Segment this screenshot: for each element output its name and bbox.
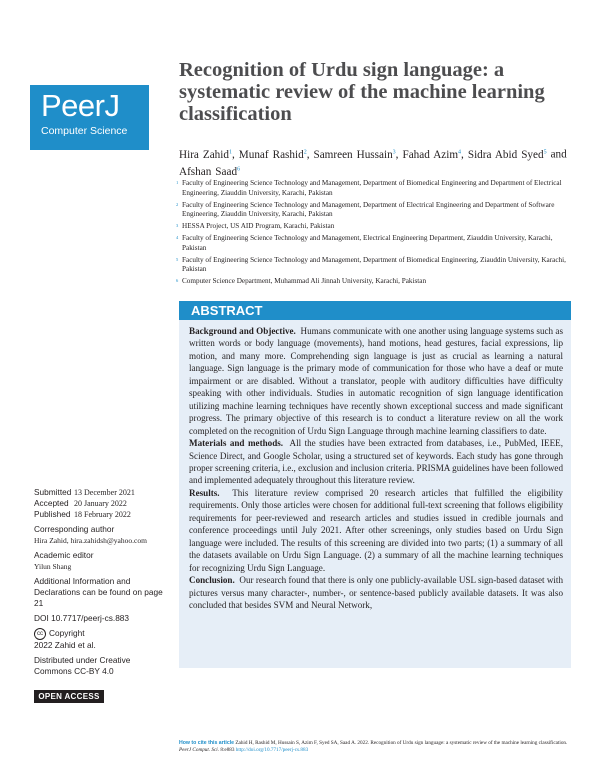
academic-editor: Academic editor Yilun Shang (34, 550, 94, 571)
author[interactable]: Fahad Azim$^4$ (402, 148, 462, 161)
affiliation-item: 1 Faculty of Engineering Science Technology and Management, Department of Biomedical Engineering and Department of Electrical Engineering, Ziauddin University, Karachi, Pakistan (176, 179, 562, 197)
doi-link[interactable]: 10.7717/peerj-cs.883 (51, 613, 130, 623)
published-row: Published 18 February 2022 (34, 509, 131, 519)
article-info-sidebar (34, 487, 169, 677)
copyright-icon: cc (34, 628, 46, 640)
author[interactable]: Munaf Rashid$^2$ (238, 148, 307, 161)
affiliation-list (176, 179, 572, 289)
copyright-block: cc Copyright 2022 Zahid et al. (34, 628, 96, 650)
author[interactable]: Hira Zahid$^1$ (179, 148, 232, 161)
affiliation-item: 4 Faculty of Engineering Science Technology and Management, Electrical Engineering Department, Ziauddin University, Karachi, Pakistan (176, 234, 553, 252)
author[interactable]: Samreen Hussain$^3$ (313, 148, 396, 161)
abstract-body (179, 320, 571, 668)
doi-row: DOI 10.7717/peerj-cs.883 (34, 613, 130, 623)
journal-brand: PeerJ (41, 88, 120, 123)
affiliation-item: 6 Computer Science Department, Muhammad Ali Jinnah University, Karachi, Pakistan (176, 277, 427, 286)
affiliation-item: 5 Faculty of Engineering Science Technology and Management, Department of Biomedical Engineering, Ziauddin University, Karachi, Pakistan (176, 255, 566, 274)
journal-logo (30, 85, 149, 150)
affiliation-item: 3 HESSA Project, US AID Program, Karachi, Pakistan (176, 222, 335, 231)
citation-doi-link[interactable]: http://doi.org/10.7717/peerj-cs.883 (235, 747, 309, 753)
open-access-badge: OPEN ACCESS (34, 690, 104, 703)
submitted-row: Submitted 13 December 2021 (34, 487, 135, 497)
affiliation-item: 2 Faculty of Engineering Science Technology and Management, Department of Electrical Engineering and Department of Software Engineering, Ziauddin University, Karachi, Pakistan (176, 200, 555, 219)
accepted-row: Accepted 20 January 2022 (34, 498, 127, 508)
citation-footer: How to cite this article Zahid H, Rashid M, Hussain S, Azim F, Syed SA, Saad A. 2022. Recognition of Urdu sign language: a systematic review of the machine learning classification. PeerJ Comput. Sci. 8:e883 http://doi.org/10.7717/peerj-cs.883 (179, 740, 568, 753)
author[interactable]: Sidra Abid Syed$^5$ (467, 148, 547, 161)
author[interactable]: Afshan Saad$^6$ (179, 166, 241, 179)
author-list: Hira Zahid$^1$, Munaf Rashid$^2$, Samreen Hussain$^3$, Fahad Azim$^4$, Sidra Abid Syed$^5$ and Afshan Saad$^6$ (179, 148, 567, 179)
article-title: Recognition of Urdu sign language: a systematic review of the machine learning classification (179, 59, 545, 125)
abstract-heading: ABSTRACT (179, 301, 571, 320)
additional-info-link[interactable]: Additional Information and Declarations can be found on page 21 (34, 576, 163, 608)
abstract-section: Materials and methods. All the studies have been extracted from databases, i.e., PubMed, IEEE, Science Direct, and Google Scholar, using a structured set of keywords. Each study has gone through proper screening criteria, i.e., exclusion and inclusion criteria. PRISMA guidelines have been followed and implemented adequately throughout this literature review. (189, 438, 563, 486)
abstract-section: Conclusion. Our research found that there is only one publicly-available USL sign-based dataset with pictures versus many character-, number-, or sentence-based publicly available datasets. It was also concluded that besides SVM and Neural Network, (189, 575, 564, 610)
abstract-section: Background and Objective. Humans communicate with one another using language systems such as written words or body language (movements), hand motions, head gestures, facial expressions, lip motion, and many more. Comprehending sign language is just as crucial as learning a natural language. Sign language is the primary mode of communication for those who have a deaf or mute impairment or are disabled. Without a translator, people with auditory difficulties have difficulty speaking with other individuals. Studies in automatic recognition of sign language identification utilizing machine learning techniques have recently shown exceptional success and made significant progress. The primary objective of this research is to conduct a literature review on all the work completed on the recognition of Urdu Sign Language through machine learning classifiers to date. (189, 326, 563, 436)
license-text[interactable]: Distributed under Creative Commons CC-BY 4.0 (34, 655, 131, 676)
journal-subtitle: Computer Science (41, 125, 128, 137)
abstract-section: Results. This literature review comprised 20 research articles that fulfilled the eligibility requirements. Only those articles were chosen for additional full-text screening that follows eligibility requirements for peer-reviewed and research articles and studies issued in credible journals and conference proceedings until July 2021. After other screenings, only studies based on Urdu Sign language were included. The results of this screening are divided into two parts; (1) a summary of all the datasets available on Urdu Sign Language. (2) a summary of all the machine learning techniques for recognizing Urdu Sign Language. (189, 487, 563, 573)
corresponding-email[interactable]: Hira Zahid, hira.zahidsh@yahoo.com (34, 536, 147, 545)
corresponding-author: Corresponding author Hira Zahid, hira.zahidsh@yahoo.com (34, 524, 169, 546)
